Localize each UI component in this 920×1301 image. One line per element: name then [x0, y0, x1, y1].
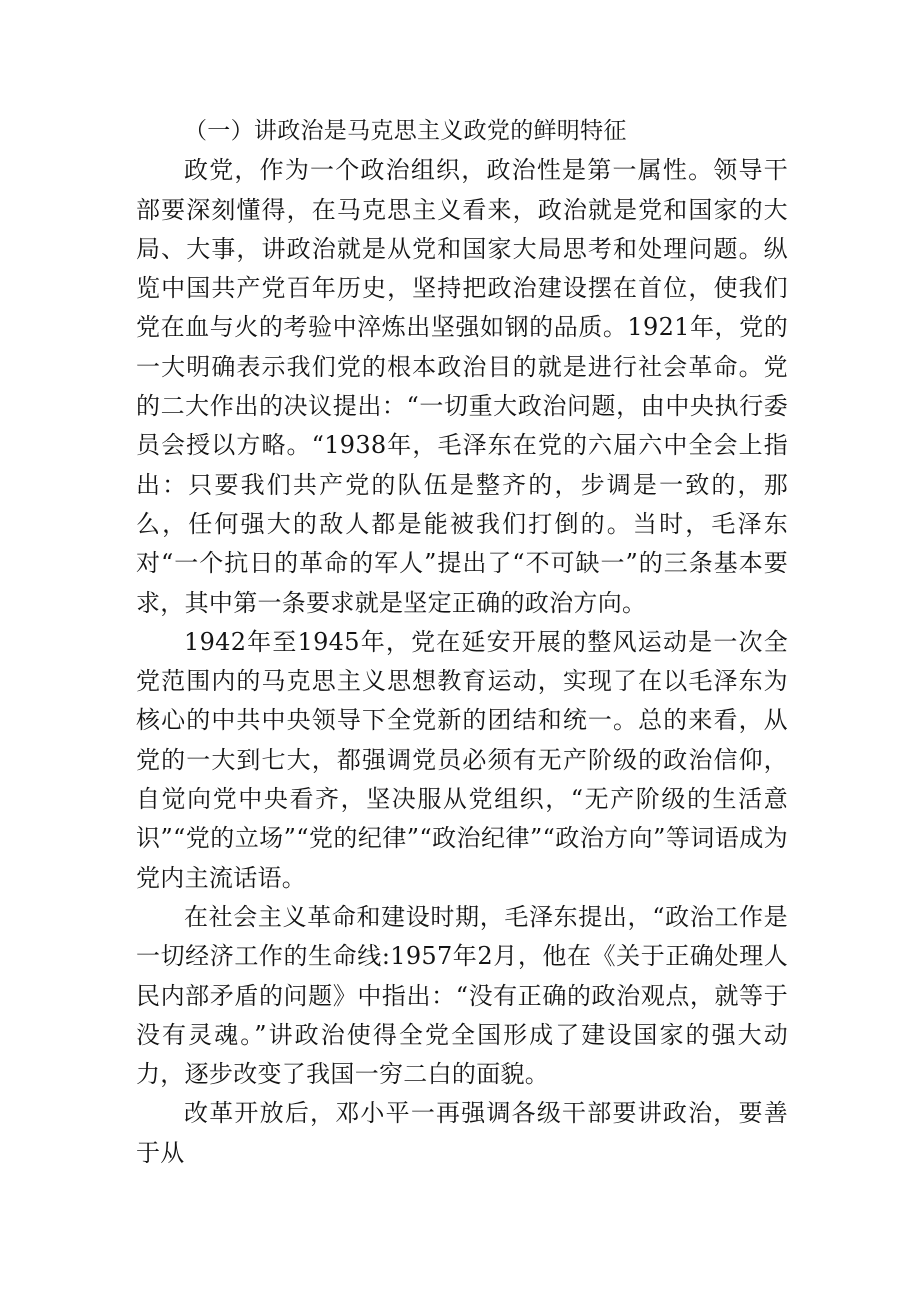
paragraph-3: 在社会主义革命和建设时期，毛泽东提出，“政治工作是一切经济工作的生命线:1957年2月，他在《关于正确处理人民内部矛盾的问题》中指出：“没有正确的政治观点，就等于没有灵魂。”讲政治使得全党全国形成了建设国家的强大动力，逐步改变了我国一穷二白的面貌。 [136, 902, 788, 1089]
paragraph-1: 政党，作为一个政治组织，政治性是第一属性。领导干部要深刻懂得，在马克思主义看来，政治就是党和国家的大局、大事，讲政治就是从党和国家大局思考和处理问题。纵览中国共产党百年历史，坚持把政治建设摆在首位，使我们党在血与火的考验中淬炼出坚强如钢的品质。1921年，党的一大明确表示我们党的根本政治目的就是进行社会革命。党的二大作出的决议提出：“一切重大政治问题，由中央执行委员会授以方略。“1938年，毛泽东在党的六届六中全会上指出：只要我们共产党的队伍是整齐的，步调是一致的，那么，任何强大的敌人都是能被我们打倒的。当时，毛泽东对“一个抗日的革命的军人”提出了“不可缺一”的三条基本要求，其中第一条要求就是坚定正确的政治方向。 [136, 156, 788, 617]
document-body [136, 112, 788, 1173]
section-heading: （一）讲政治是马克思主义政党的鲜明特征 [184, 118, 627, 144]
paragraph-2: 1942年至1945年，党在延安开展的整风运动是一次全党范围内的马克思主义思想教育运动，实现了在以毛泽东为核心的中共中央领导下全党新的团结和统一。总的来看，从党的一大到七大，都强调党员必须有无产阶级的政治信仰，自觉向党中央看齐，坚决服从党组织，“无产阶级的生活意识”“党的立场”“党的纪律”“政治纪律”“政治方向”等词语成为党内主流话语。 [136, 627, 788, 892]
paragraph-4: 改革开放后，邓小平一再强调各级干部要讲政治，要善于从 [136, 1099, 788, 1167]
